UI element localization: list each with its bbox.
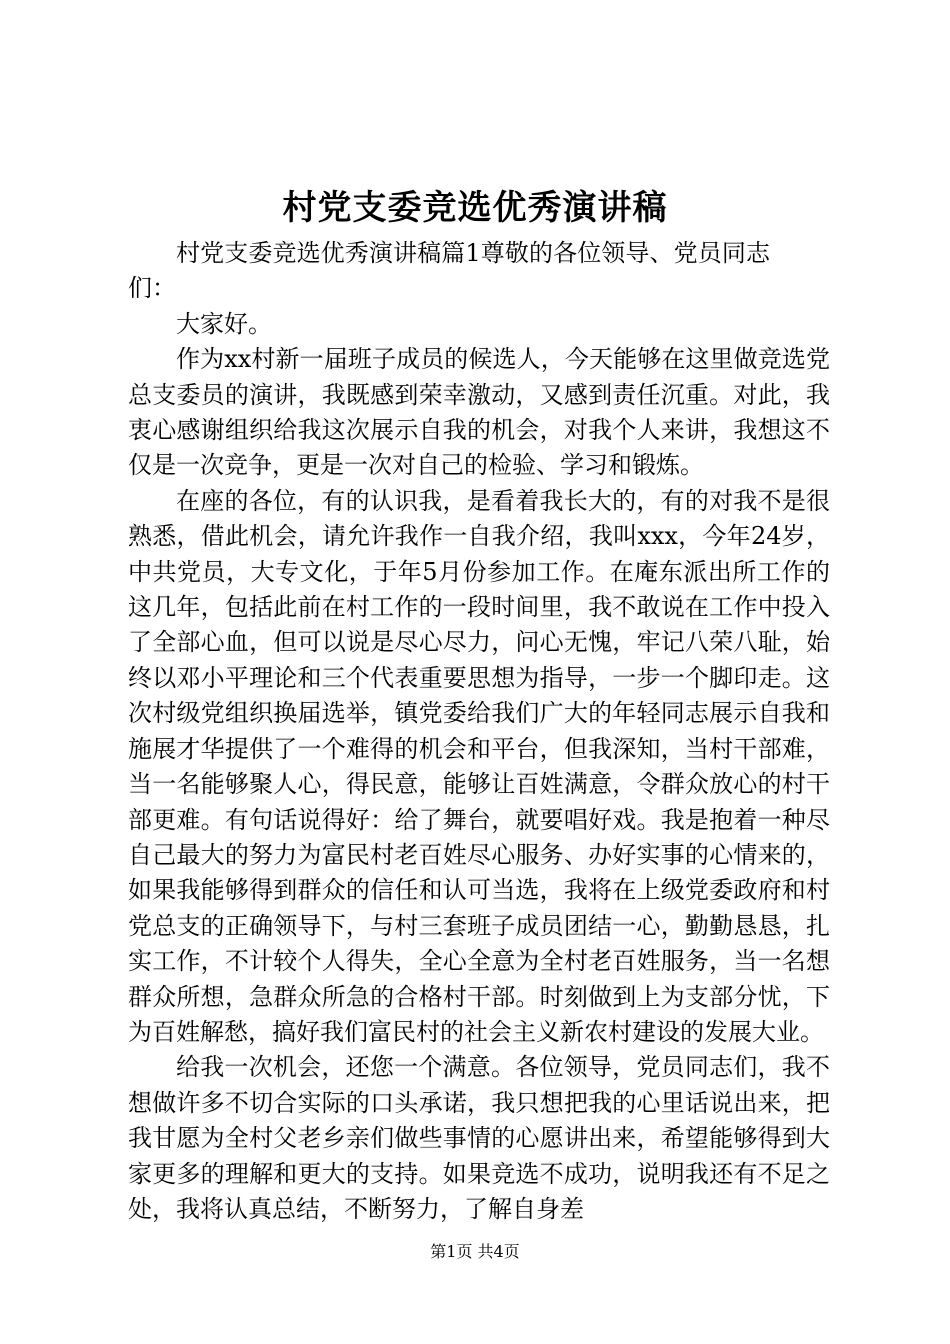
page-number: 第1页 共4页 bbox=[430, 1242, 520, 1261]
paragraph-hello: 大家好。 bbox=[176, 309, 272, 338]
document-title: 村党支委竞选优秀演讲稿 bbox=[282, 188, 668, 228]
document-body bbox=[128, 236, 830, 1227]
paragraph-greeting: 村党支委竞选优秀演讲稿篇1尊敬的各位领导、党员同志们： bbox=[128, 239, 770, 303]
paragraph-intro: 作为xx村新一届班子成员的候选人，今天能够在这里做竞选党总支委员的演讲，我既感到荣幸激动，又感到责任沉重。对此，我衷心感谢组织给我这次展示自我的机会，对我个人来讲，我想这不仅是一次竞争，更是一次对自己的检验、学习和锻炼。 bbox=[128, 345, 830, 480]
paragraph-self-introduction: 在座的各位，有的认识我，是看着我长大的，有的对我不是很熟悉，借此机会，请允许我作一自我介绍，我叫xxx，今年24岁，中共党员，大专文化，于年5月份参加工作。在庵东派出所工作的这几年，包括此前在村工作的一段时间里，我不敢说在工作中投入了全部心血，但可以说是尽心尽力，问心无愧，牢记八荣八耻，始终以邓小平理论和三个代表重要思想为指导，一步一个脚印走。这次村级党组织换届选举，镇党委给我们广大的年轻同志展示自我和施展才华提供了一个难得的机会和平台，但我深知，当村干部难，当一名能够聚人心，得民意，能够让百姓满意，令群众放心的村干部更难。有句话说得好：给了舞台，就要唱好戏。我是抱着一种尽自己最大的努力为富民村老百姓尽心服务、办好实事的心情来的，如果我能够得到群众的信任和认可当选，我将在上级党委政府和村党总支的正确领导下，与村三套班子成员团结一心，勤勤恳恳，扎实工作，不计较个人得失，全心全意为全村老百姓服务，当一名想群众所想，急群众所急的合格村干部。时刻做到上为支部分忧，下为百姓解愁，搞好我们富民村的社会主义新农村建设的发展大业。 bbox=[128, 486, 830, 1046]
paragraph-request: 给我一次机会，还您一个满意。各位领导，党员同志们，我不想做许多不切合实际的口头承诺，我只想把我的心里话说出来，把我甘愿为全村父老乡亲们做些事情的心愿讲出来，希望能够得到大家更多的理解和更大的支持。如果竞选不成功，说明我还有不足之处，我将认真总结，不断努力，了解自身差 bbox=[128, 1053, 830, 1223]
